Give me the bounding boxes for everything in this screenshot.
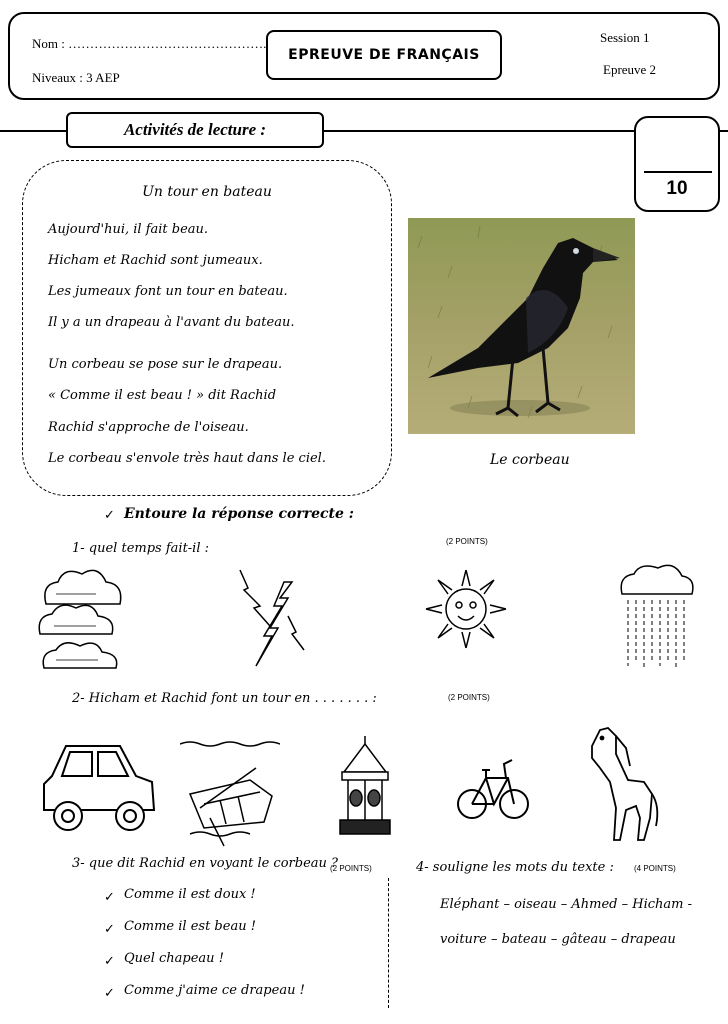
carousel-icon[interactable] bbox=[338, 736, 392, 838]
q2-points: (2 POINTS) bbox=[448, 693, 490, 702]
q3-option[interactable]: Quel chapeau ! bbox=[124, 951, 224, 966]
q3-option[interactable]: Comme j'aime ce drapeau ! bbox=[124, 983, 305, 998]
q1-points: (2 POINTS) bbox=[446, 537, 488, 546]
text-line: Les jumeaux font un tour en bateau. bbox=[48, 284, 288, 299]
check-icon: ✓ bbox=[104, 986, 115, 1001]
crow-photo bbox=[408, 218, 635, 434]
q4-words-line-1[interactable]: Eléphant – oiseau – Ahmed – Hicham - bbox=[440, 897, 693, 912]
horse-icon[interactable] bbox=[586, 722, 662, 846]
text-line: Un corbeau se pose sur le drapeau. bbox=[48, 357, 283, 372]
cloud-icon[interactable] bbox=[36, 564, 126, 676]
text-line: Il y a un drapeau à l'avant du bateau. bbox=[48, 315, 295, 330]
name-field-label[interactable]: Nom : ………………………………………. bbox=[32, 36, 267, 51]
check-icon: ✓ bbox=[104, 922, 115, 937]
check-icon: ✓ bbox=[104, 508, 115, 523]
question-3: 3- que dit Rachid en voyant le corbeau ? bbox=[72, 856, 338, 871]
check-icon: ✓ bbox=[104, 890, 115, 905]
text-line: « Comme il est beau ! » dit Rachid bbox=[48, 388, 277, 403]
q4-points: (4 POINTS) bbox=[634, 864, 676, 873]
text-line: Le corbeau s'envole très haut dans le ciel. bbox=[48, 451, 326, 466]
text-line: Aujourd'hui, il fait beau. bbox=[48, 222, 209, 237]
boat-icon[interactable] bbox=[180, 738, 280, 848]
car-icon[interactable] bbox=[40, 740, 158, 836]
column-divider bbox=[388, 878, 389, 1008]
text-line: Rachid s'approche de l'oiseau. bbox=[48, 420, 249, 435]
question-2: 2- Hicham et Rachid font un tour en . . . . . . . : bbox=[72, 691, 377, 706]
score-value: 10 bbox=[666, 178, 688, 199]
q3-points: (2 POINTS) bbox=[330, 864, 372, 873]
section-title bbox=[66, 112, 324, 148]
epreuve-label: Epreuve 2 bbox=[603, 62, 657, 77]
score-divider bbox=[644, 171, 712, 173]
session-label: Session 1 bbox=[600, 30, 650, 45]
exam-title bbox=[266, 30, 502, 80]
reading-title: Un tour en bateau bbox=[142, 184, 272, 200]
sun-icon[interactable] bbox=[418, 566, 514, 652]
text-line: Hicham et Rachid sont jumeaux. bbox=[48, 253, 263, 268]
exam-title-text: EPREUVE DE FRANÇAIS bbox=[288, 47, 480, 63]
section-title-text: Activités de lecture : bbox=[123, 120, 267, 139]
bicycle-icon[interactable] bbox=[456, 742, 530, 834]
q4-words-line-2[interactable]: voiture – bateau – gâteau – drapeau bbox=[440, 932, 676, 947]
question-4: 4- souligne les mots du texte : bbox=[416, 860, 614, 875]
rain-cloud-icon[interactable] bbox=[616, 562, 696, 672]
instruction: Entoure la réponse correcte : bbox=[124, 506, 354, 522]
check-icon: ✓ bbox=[104, 954, 115, 969]
q3-option[interactable]: Comme il est beau ! bbox=[124, 919, 256, 934]
photo-caption: Le corbeau bbox=[490, 452, 570, 468]
question-1: 1- quel temps fait-il : bbox=[72, 541, 210, 556]
lightning-icon[interactable] bbox=[234, 566, 314, 670]
level-label: Niveaux : 3 AEP bbox=[32, 70, 120, 85]
q3-option[interactable]: Comme il est doux ! bbox=[124, 887, 256, 902]
